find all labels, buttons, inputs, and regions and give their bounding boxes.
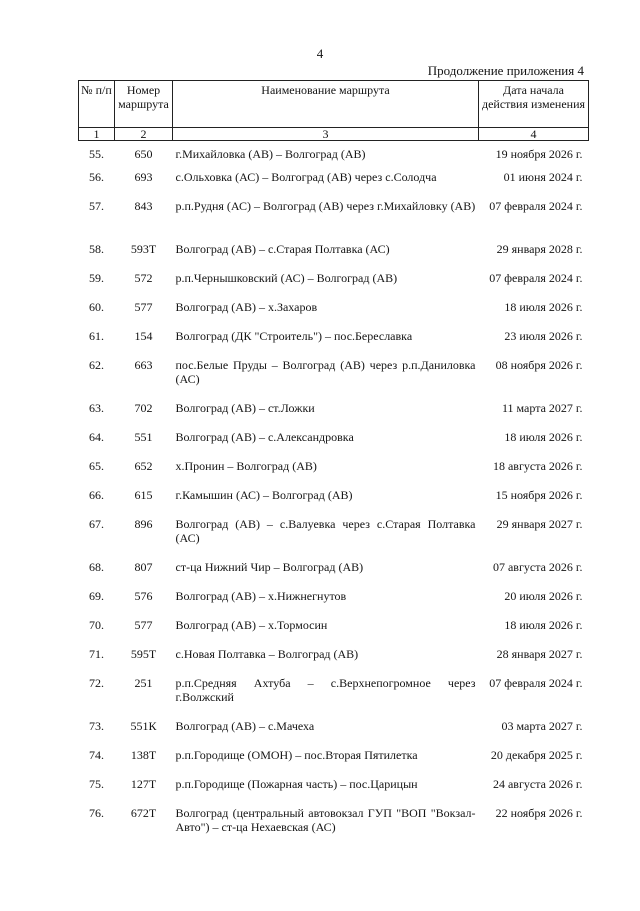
route-name: х.Пронин – Волгоград (АВ): [175, 458, 317, 473]
start-date: 22 ноября 2026 г.: [495, 805, 583, 820]
route-number: 672Т: [130, 805, 157, 820]
route-name: г.Камышин (АС) – Волгоград (АВ): [175, 487, 353, 502]
route-name: р.п.Средняя Ахтуба – с.Верхнепогромное через г.Волжский: [175, 675, 476, 704]
page-number: 4: [316, 46, 324, 61]
row-number: 72.: [89, 675, 104, 690]
row-number: 68.: [89, 559, 104, 574]
route-number: 577: [134, 617, 153, 632]
table-row: [79, 199, 589, 242]
start-date: 18 июля 2026 г.: [504, 299, 583, 314]
start-date: 29 января 2027 г.: [496, 516, 583, 531]
route-number: 127Т: [130, 776, 157, 791]
table-row: [79, 676, 589, 719]
column-number: 4: [479, 128, 589, 141]
start-date: 01 июня 2024 г.: [503, 169, 583, 184]
start-date: 20 июля 2026 г.: [504, 588, 583, 603]
row-number: 76.: [89, 805, 104, 820]
route-number: 650: [134, 147, 153, 161]
table-row: [79, 806, 589, 849]
route-name: Волгоград (АВ) – с.Мачеха: [175, 718, 315, 733]
table-row: [79, 719, 589, 748]
route-number: 663: [134, 357, 153, 372]
route-name: Волгоград (центральный автовокзал ГУП "ВОП "Вокзал-Авто") – ст-ца Нехаевская (АС): [175, 805, 476, 834]
route-number: 154: [134, 328, 153, 343]
row-number: 57.: [89, 198, 104, 213]
route-number: 693: [134, 169, 153, 184]
start-date: 18 августа 2026 г.: [492, 458, 583, 473]
route-name: р.п.Городище (Пожарная часть) – пос.Царицын: [175, 776, 418, 791]
column-number: 3: [173, 128, 479, 141]
row-number: 74.: [89, 747, 104, 762]
row-number: 56.: [89, 169, 104, 184]
routes-table-body: [79, 141, 589, 849]
table-row: [79, 777, 589, 806]
route-number: 652: [134, 458, 153, 473]
table-row: [79, 488, 589, 517]
table-row: [79, 271, 589, 300]
column-number: 2: [115, 128, 173, 141]
table-row: [79, 141, 589, 170]
route-name: пос.Белые Пруды – Волгоград (АВ) через р.п.Даниловка (АС): [175, 357, 476, 386]
route-name: Волгоград (АВ) – х.Нижнегнутов: [175, 588, 347, 603]
start-date: 20 декабря 2025 г.: [490, 747, 583, 762]
row-number: 55.: [89, 147, 104, 161]
row-number: 69.: [89, 588, 104, 603]
route-number: 595Т: [130, 646, 157, 661]
row-number: 61.: [89, 328, 104, 343]
route-name: с.Ольховка (АС) – Волгоград (АВ) через с.Солодча: [175, 169, 437, 184]
row-number: 58.: [89, 241, 104, 256]
route-number: 615: [134, 487, 153, 502]
route-name: Волгоград (АВ) – с.Старая Полтавка (АС): [175, 241, 390, 256]
start-date: 15 ноября 2026 г.: [495, 487, 583, 502]
table-row: [79, 300, 589, 329]
table-row: [79, 748, 589, 777]
row-number: 59.: [89, 270, 104, 285]
table-row: [79, 647, 589, 676]
row-number: 73.: [89, 718, 104, 733]
start-date: 28 января 2027 г.: [496, 646, 583, 661]
start-date: 23 июля 2026 г.: [504, 328, 583, 343]
row-number: 64.: [89, 429, 104, 444]
row-number: 71.: [89, 646, 104, 661]
row-number: 63.: [89, 400, 104, 415]
route-number: 551: [134, 429, 153, 444]
route-name: Волгоград (АВ) – ст.Ложки: [175, 400, 315, 415]
table-row: [79, 618, 589, 647]
header-route-number: Номер маршрута: [115, 81, 173, 128]
route-number: 593Т: [130, 241, 157, 256]
route-name: Волгоград (ДК "Строитель") – пос.Береславка: [175, 328, 413, 343]
row-number: 60.: [89, 299, 104, 314]
route-number: 807: [134, 559, 153, 574]
route-number: 251: [134, 675, 153, 690]
table-row: [79, 459, 589, 488]
start-date: 07 февраля 2024 г.: [489, 675, 583, 690]
route-name: р.п.Рудня (АС) – Волгоград (АВ) через г.Михайловку (АВ): [175, 198, 476, 213]
column-number: 1: [79, 128, 115, 141]
table-row: [79, 242, 589, 271]
start-date: 07 февраля 2024 г.: [489, 198, 583, 213]
start-date: 07 августа 2026 г.: [492, 559, 583, 574]
route-name: Волгоград (АВ) – х.Захаров: [175, 299, 318, 314]
start-date: 29 января 2028 г.: [496, 241, 583, 256]
table-row: [79, 401, 589, 430]
start-date: 03 марта 2027 г.: [501, 718, 583, 733]
header-route-name: Наименование маршрута: [173, 81, 479, 128]
route-number: 576: [134, 588, 153, 603]
route-number: 572: [134, 270, 153, 285]
routes-table: [78, 80, 589, 849]
table-row: [79, 430, 589, 459]
route-name: р.п.Чернышковский (АС) – Волгоград (АВ): [175, 270, 398, 285]
route-number: 551К: [130, 718, 157, 733]
row-number: 70.: [89, 617, 104, 632]
start-date: 11 марта 2027 г.: [501, 400, 583, 415]
route-name: ст-ца Нижний Чир – Волгоград (АВ): [175, 559, 364, 574]
route-name: с.Новая Полтавка – Волгоград (АВ): [175, 646, 359, 661]
route-number: 702: [134, 400, 153, 415]
route-number: 577: [134, 299, 153, 314]
route-number: 138Т: [130, 747, 157, 762]
start-date: 07 февраля 2024 г.: [489, 270, 583, 285]
table-row: [79, 560, 589, 589]
route-name: Волгоград (АВ) – с.Александровка: [175, 429, 354, 444]
table-row: [79, 517, 589, 560]
start-date: 19 ноября 2026 г.: [495, 147, 583, 161]
route-number: 843: [134, 198, 153, 213]
header-start-date: Дата начала действия изменения: [479, 81, 589, 128]
route-name: Волгоград (АВ) – х.Тормосин: [175, 617, 328, 632]
start-date: 18 июля 2026 г.: [504, 617, 583, 632]
row-number: 62.: [89, 357, 104, 372]
table-row: [79, 589, 589, 618]
row-number: 65.: [89, 458, 104, 473]
appendix-continuation-caption: Продолжение приложения 4: [427, 63, 584, 78]
start-date: 18 июля 2026 г.: [504, 429, 583, 444]
column-number-row: [79, 128, 589, 141]
table-row: [79, 170, 589, 199]
row-number: 67.: [89, 516, 104, 531]
row-number: 66.: [89, 487, 104, 502]
start-date: 08 ноября 2026 г.: [495, 357, 583, 372]
route-name: Волгоград (АВ) – с.Валуевка через с.Старая Полтавка (АС): [175, 516, 476, 545]
route-name: р.п.Городище (ОМОН) – пос.Вторая Пятилетка: [175, 747, 418, 762]
row-number: 75.: [89, 776, 104, 791]
header-number: № п/п: [79, 81, 115, 128]
table-row: [79, 329, 589, 358]
start-date: 24 августа 2026 г.: [492, 776, 583, 791]
table-row: [79, 358, 589, 401]
route-name: г.Михайловка (АВ) – Волгоград (АВ): [175, 147, 366, 161]
route-number: 896: [134, 516, 153, 531]
table-header-row: [79, 81, 589, 128]
